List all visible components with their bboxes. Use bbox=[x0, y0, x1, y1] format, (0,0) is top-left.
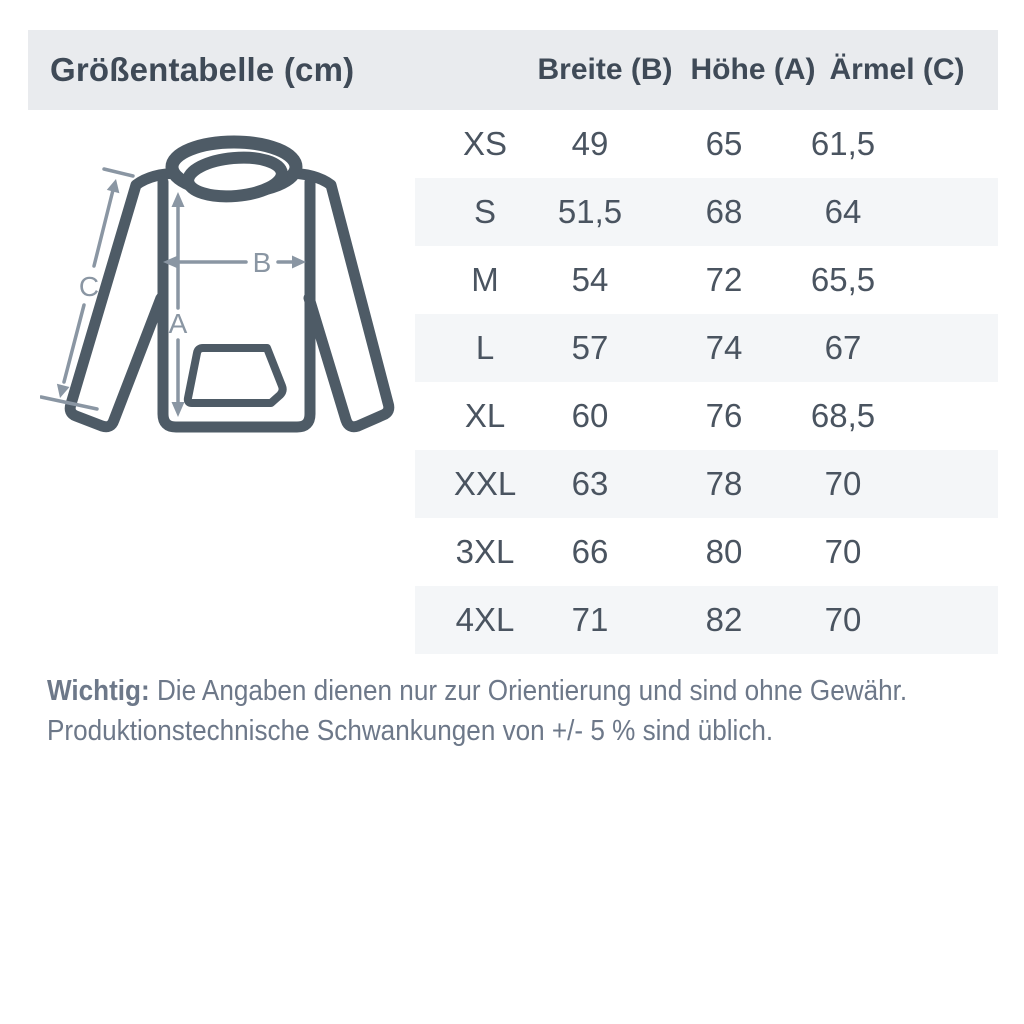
aermel-value: 61,5 bbox=[810, 125, 876, 162]
breite-value: 63 bbox=[571, 465, 609, 502]
breite-value: 54 bbox=[571, 261, 609, 298]
aermel-value: 68,5 bbox=[810, 397, 876, 434]
hoehe-value: 78 bbox=[705, 465, 743, 502]
breite-value: 71 bbox=[571, 601, 609, 638]
breite-value: 66 bbox=[571, 533, 609, 570]
page-title: Größentabelle (cm) bbox=[50, 51, 355, 88]
size-cell: 4XL bbox=[455, 601, 515, 638]
hoehe-value: 68 bbox=[705, 193, 743, 230]
dimension-label-a: A bbox=[168, 308, 188, 339]
size-table bbox=[415, 110, 998, 654]
aermel-value: 65,5 bbox=[810, 261, 876, 298]
aermel-value: 70 bbox=[824, 601, 862, 638]
disclaimer-lead: Wichtig: bbox=[47, 675, 150, 707]
disclaimer-line-2: Produktionstechnische Schwankungen von +/- 5 % sind üblich. bbox=[47, 715, 774, 747]
disclaimer-line-1 bbox=[47, 671, 947, 711]
breite-value: 51,5 bbox=[557, 193, 623, 230]
hoodie-measurement-diagram bbox=[40, 120, 420, 460]
column-header-aermel: Ärmel (C) bbox=[829, 53, 965, 86]
column-header-hoehe: Höhe (A) bbox=[690, 53, 816, 86]
dimension-label-c: C bbox=[78, 271, 100, 302]
breite-value: 57 bbox=[571, 329, 609, 366]
dimension-label-b: B bbox=[252, 247, 272, 278]
breite-value: 49 bbox=[571, 125, 609, 162]
disclaimer-note bbox=[47, 671, 947, 751]
hoehe-value: 82 bbox=[705, 601, 743, 638]
table-row bbox=[415, 178, 998, 246]
size-cell: L bbox=[475, 329, 495, 366]
aermel-value: 64 bbox=[824, 193, 862, 230]
column-header-breite: Breite (B) bbox=[537, 53, 673, 86]
header-band bbox=[28, 30, 998, 110]
hoodie-outline bbox=[70, 142, 389, 427]
breite-value: 60 bbox=[571, 397, 609, 434]
aermel-value: 67 bbox=[824, 329, 862, 366]
table-row bbox=[415, 586, 998, 654]
size-cell: 3XL bbox=[455, 533, 515, 570]
table-row bbox=[415, 110, 998, 178]
table-row bbox=[415, 450, 998, 518]
table-row bbox=[415, 314, 998, 382]
hoehe-value: 74 bbox=[705, 329, 743, 366]
size-cell: XXL bbox=[453, 465, 517, 502]
hoehe-value: 80 bbox=[705, 533, 743, 570]
size-cell: S bbox=[473, 193, 497, 230]
hoehe-value: 72 bbox=[705, 261, 743, 298]
table-row bbox=[415, 382, 998, 450]
aermel-value: 70 bbox=[824, 465, 862, 502]
size-cell: XS bbox=[462, 125, 508, 162]
disclaimer-text: Die Angaben dienen nur zur Orientierung und sind ohne Gewähr. bbox=[156, 675, 908, 707]
size-cell: XL bbox=[464, 397, 506, 434]
aermel-value: 70 bbox=[824, 533, 862, 570]
table-row bbox=[415, 518, 998, 586]
hoehe-value: 65 bbox=[705, 125, 743, 162]
hoehe-value: 76 bbox=[705, 397, 743, 434]
table-row bbox=[415, 246, 998, 314]
size-cell: M bbox=[471, 261, 499, 298]
